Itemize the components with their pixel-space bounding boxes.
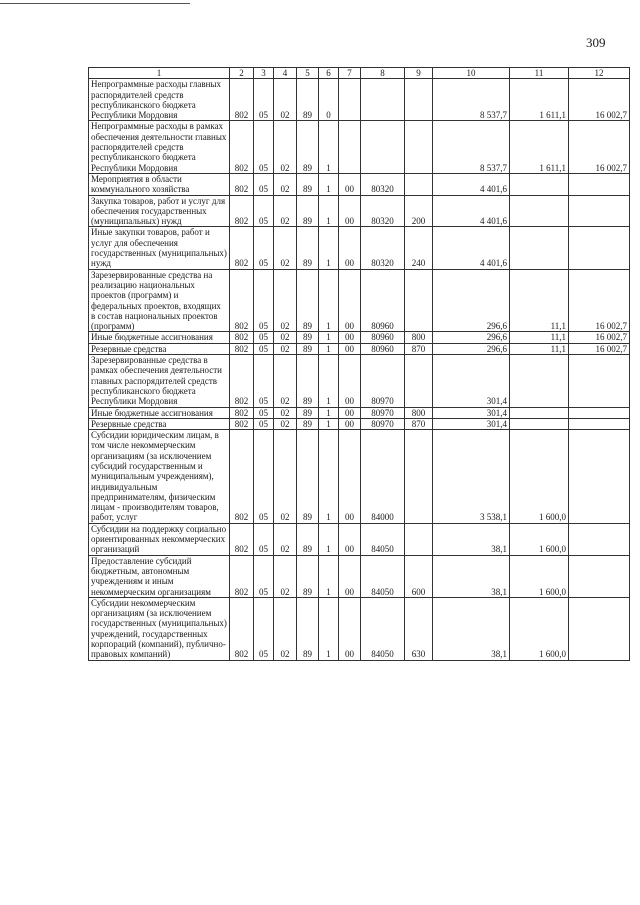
code-expense-type: 200 [405, 195, 433, 227]
code-expense-type [405, 355, 433, 407]
code-event: 00 [339, 407, 361, 418]
code-event: 00 [339, 343, 361, 354]
amount-year2: 1 600,0 [510, 523, 569, 555]
row-name: Предоставление субсидий бюджетным, автономным учреждениям и иным некоммерческим организациям [89, 555, 230, 597]
code-subsection: 02 [274, 523, 297, 555]
code-subsection: 02 [274, 407, 297, 418]
amount-year1: 4 401,6 [433, 195, 510, 227]
code-direction: 80960 [361, 332, 405, 343]
row-name: Субсидии некоммерческим организациям (за исключением государственных (муниципальных) учреждений, государственных корпораций (компаний), публично-правовых компаний) [89, 597, 230, 660]
code-direction: 84000 [361, 430, 405, 524]
amount-year2: 1 611,1 [510, 79, 569, 121]
amount-year1: 296,6 [433, 343, 510, 354]
code-expense-type [405, 430, 433, 524]
code-chapter: 802 [230, 418, 254, 429]
code-chapter: 802 [230, 597, 254, 660]
row-name: Иные бюджетные ассигнования [89, 332, 230, 343]
amount-year3 [569, 597, 630, 660]
code-chapter: 802 [230, 269, 254, 332]
row-name: Закупка товаров, работ и услуг для обеспечения государственных (муниципальных) нужд [89, 195, 230, 227]
code-subsection: 02 [274, 269, 297, 332]
page-number: 309 [586, 35, 606, 50]
code-subprogram: 1 [319, 227, 339, 269]
code-subsection: 02 [274, 597, 297, 660]
code-subsection: 02 [274, 430, 297, 524]
code-section: 05 [254, 555, 274, 597]
col-header: 7 [339, 68, 361, 79]
code-section: 05 [254, 355, 274, 407]
amount-year2: 1 600,0 [510, 430, 569, 524]
code-section: 05 [254, 227, 274, 269]
amount-year3 [569, 195, 630, 227]
code-direction: 80960 [361, 269, 405, 332]
amount-year2: 1 600,0 [510, 555, 569, 597]
code-expense-type [405, 523, 433, 555]
code-direction: 80320 [361, 173, 405, 195]
amount-year3 [569, 418, 630, 429]
code-section: 05 [254, 79, 274, 121]
code-subprogram: 1 [319, 343, 339, 354]
amount-year1: 296,6 [433, 269, 510, 332]
amount-year1: 38,1 [433, 523, 510, 555]
code-chapter: 802 [230, 430, 254, 524]
row-name: Субсидии юридическим лицам, в том числе некоммерческим организациям (за исключением субсидий государственным и муниципальным учреждениям), индивидуальным предпринимателям, физическим лицам - производителям товаров, работ, услуг [89, 430, 230, 524]
amount-year2: 11,1 [510, 343, 569, 354]
code-subsection: 02 [274, 195, 297, 227]
amount-year3 [569, 355, 630, 407]
code-program: 89 [297, 79, 319, 121]
code-event: 00 [339, 555, 361, 597]
code-chapter: 802 [230, 343, 254, 354]
code-direction: 84050 [361, 523, 405, 555]
code-section: 05 [254, 407, 274, 418]
amount-year1: 38,1 [433, 597, 510, 660]
amount-year3 [569, 523, 630, 555]
row-name: Зарезервированные средства на реализацию национальных проектов (программ) и федеральных проектов, входящих в состав национальных проектов (программ) [89, 269, 230, 332]
row-name: Субсидии на поддержку социально ориентированных некоммерческих организаций [89, 523, 230, 555]
amount-year1: 3 538,1 [433, 430, 510, 524]
code-expense-type [405, 121, 433, 173]
amount-year1: 8 537,7 [433, 121, 510, 173]
table-row [89, 79, 630, 121]
table-row [89, 430, 630, 524]
code-event [339, 121, 361, 173]
code-program: 89 [297, 418, 319, 429]
col-header: 5 [297, 68, 319, 79]
code-expense-type: 870 [405, 343, 433, 354]
code-event: 00 [339, 430, 361, 524]
amount-year2: 11,1 [510, 332, 569, 343]
code-program: 89 [297, 430, 319, 524]
code-subsection: 02 [274, 173, 297, 195]
code-subprogram: 1 [319, 407, 339, 418]
amount-year1: 8 537,7 [433, 79, 510, 121]
col-header: 11 [510, 68, 569, 79]
code-program: 89 [297, 195, 319, 227]
amount-year2: 1 600,0 [510, 597, 569, 660]
code-direction: 80320 [361, 227, 405, 269]
code-chapter: 802 [230, 555, 254, 597]
code-chapter: 802 [230, 332, 254, 343]
code-direction: 84050 [361, 555, 405, 597]
col-header: 9 [405, 68, 433, 79]
code-direction: 80960 [361, 343, 405, 354]
code-direction: 80970 [361, 355, 405, 407]
row-name: Непрограммные расходы главных распорядителей средств республиканского бюджета Республики Мордовия [89, 79, 230, 121]
col-header: 4 [274, 68, 297, 79]
code-program: 89 [297, 269, 319, 332]
code-program: 89 [297, 523, 319, 555]
code-section: 05 [254, 269, 274, 332]
code-expense-type [405, 79, 433, 121]
code-chapter: 802 [230, 79, 254, 121]
amount-year3 [569, 430, 630, 524]
amount-year1: 301,4 [433, 407, 510, 418]
col-header: 10 [433, 68, 510, 79]
amount-year2 [510, 418, 569, 429]
code-chapter: 802 [230, 173, 254, 195]
amount-year3: 16 002,7 [569, 269, 630, 332]
code-event: 00 [339, 227, 361, 269]
table-row [89, 269, 630, 332]
code-event [339, 79, 361, 121]
amount-year3 [569, 173, 630, 195]
amount-year3 [569, 555, 630, 597]
code-expense-type [405, 173, 433, 195]
table-row [89, 195, 630, 227]
code-section: 05 [254, 121, 274, 173]
code-expense-type: 630 [405, 597, 433, 660]
code-subsection: 02 [274, 227, 297, 269]
code-subprogram: 1 [319, 555, 339, 597]
code-chapter: 802 [230, 523, 254, 555]
code-expense-type: 240 [405, 227, 433, 269]
table-row [89, 418, 630, 429]
amount-year3: 16 002,7 [569, 79, 630, 121]
code-subprogram: 1 [319, 121, 339, 173]
row-name: Иные закупки товаров, работ и услуг для обеспечения государственных (муниципальных) нужд [89, 227, 230, 269]
top-rule [0, 3, 190, 4]
code-direction [361, 79, 405, 121]
code-chapter: 802 [230, 407, 254, 418]
row-name: Мероприятия в области коммунального хозяйства [89, 173, 230, 195]
amount-year2 [510, 227, 569, 269]
code-direction [361, 121, 405, 173]
code-direction: 80970 [361, 407, 405, 418]
code-direction: 80970 [361, 418, 405, 429]
code-section: 05 [254, 430, 274, 524]
amount-year3 [569, 227, 630, 269]
code-direction: 80320 [361, 195, 405, 227]
code-chapter: 802 [230, 195, 254, 227]
code-subprogram: 1 [319, 597, 339, 660]
code-chapter: 802 [230, 355, 254, 407]
code-event: 00 [339, 195, 361, 227]
code-program: 89 [297, 343, 319, 354]
table-row [89, 121, 630, 173]
amount-year3: 16 002,7 [569, 121, 630, 173]
code-subsection: 02 [274, 355, 297, 407]
code-event: 00 [339, 355, 361, 407]
code-expense-type: 800 [405, 332, 433, 343]
code-subprogram: 1 [319, 355, 339, 407]
code-event: 00 [339, 418, 361, 429]
amount-year3: 16 002,7 [569, 343, 630, 354]
col-header: 3 [254, 68, 274, 79]
code-section: 05 [254, 195, 274, 227]
code-subprogram: 1 [319, 332, 339, 343]
amount-year2 [510, 407, 569, 418]
col-header: 6 [319, 68, 339, 79]
code-subprogram: 0 [319, 79, 339, 121]
code-event: 00 [339, 269, 361, 332]
code-section: 05 [254, 597, 274, 660]
amount-year3 [569, 407, 630, 418]
code-subprogram: 1 [319, 195, 339, 227]
code-subsection: 02 [274, 555, 297, 597]
amount-year2: 1 611,1 [510, 121, 569, 173]
code-subprogram: 1 [319, 173, 339, 195]
code-subsection: 02 [274, 121, 297, 173]
table-row [89, 597, 630, 660]
code-program: 89 [297, 407, 319, 418]
row-name: Резервные средства [89, 343, 230, 354]
table-row [89, 355, 630, 407]
amount-year2 [510, 195, 569, 227]
code-expense-type: 800 [405, 407, 433, 418]
table-row [89, 523, 630, 555]
code-expense-type: 600 [405, 555, 433, 597]
amount-year1: 4 401,6 [433, 173, 510, 195]
code-program: 89 [297, 355, 319, 407]
code-event: 00 [339, 523, 361, 555]
col-header: 1 [89, 68, 230, 79]
code-section: 05 [254, 418, 274, 429]
amount-year1: 301,4 [433, 355, 510, 407]
code-subprogram: 1 [319, 269, 339, 332]
table-row [89, 407, 630, 418]
table-row [89, 173, 630, 195]
code-chapter: 802 [230, 121, 254, 173]
table-row [89, 343, 630, 354]
code-section: 05 [254, 343, 274, 354]
code-event: 00 [339, 332, 361, 343]
amount-year2: 11,1 [510, 269, 569, 332]
code-expense-type [405, 269, 433, 332]
code-subprogram: 1 [319, 418, 339, 429]
col-header: 2 [230, 68, 254, 79]
row-name: Непрограммные расходы в рамках обеспечения деятельности главных распорядителей средств республиканского бюджета Республики Мордовия [89, 121, 230, 173]
row-name: Зарезервированные средства в рамках обеспечения деятельности главных распорядителей средств республиканского бюджета Республики Мордовия [89, 355, 230, 407]
amount-year1: 38,1 [433, 555, 510, 597]
code-direction: 84050 [361, 597, 405, 660]
code-program: 89 [297, 332, 319, 343]
code-program: 89 [297, 227, 319, 269]
amount-year1: 301,4 [433, 418, 510, 429]
table-row [89, 227, 630, 269]
code-chapter: 802 [230, 227, 254, 269]
amount-year1: 296,6 [433, 332, 510, 343]
col-header: 12 [569, 68, 630, 79]
amount-year1: 4 401,6 [433, 227, 510, 269]
code-subsection: 02 [274, 332, 297, 343]
code-subprogram: 1 [319, 430, 339, 524]
code-program: 89 [297, 597, 319, 660]
row-name: Резервные средства [89, 418, 230, 429]
budget-table [88, 67, 630, 661]
header-row [89, 68, 630, 79]
code-program: 89 [297, 121, 319, 173]
code-subprogram: 1 [319, 523, 339, 555]
code-section: 05 [254, 173, 274, 195]
code-event: 00 [339, 173, 361, 195]
col-header: 8 [361, 68, 405, 79]
code-subsection: 02 [274, 418, 297, 429]
code-subsection: 02 [274, 343, 297, 354]
code-section: 05 [254, 523, 274, 555]
code-program: 89 [297, 173, 319, 195]
code-subsection: 02 [274, 79, 297, 121]
amount-year3: 16 002,7 [569, 332, 630, 343]
row-name: Иные бюджетные ассигнования [89, 407, 230, 418]
amount-year2 [510, 173, 569, 195]
table-row [89, 555, 630, 597]
code-program: 89 [297, 555, 319, 597]
amount-year2 [510, 355, 569, 407]
code-event: 00 [339, 597, 361, 660]
table-row [89, 332, 630, 343]
code-section: 05 [254, 332, 274, 343]
code-expense-type: 870 [405, 418, 433, 429]
